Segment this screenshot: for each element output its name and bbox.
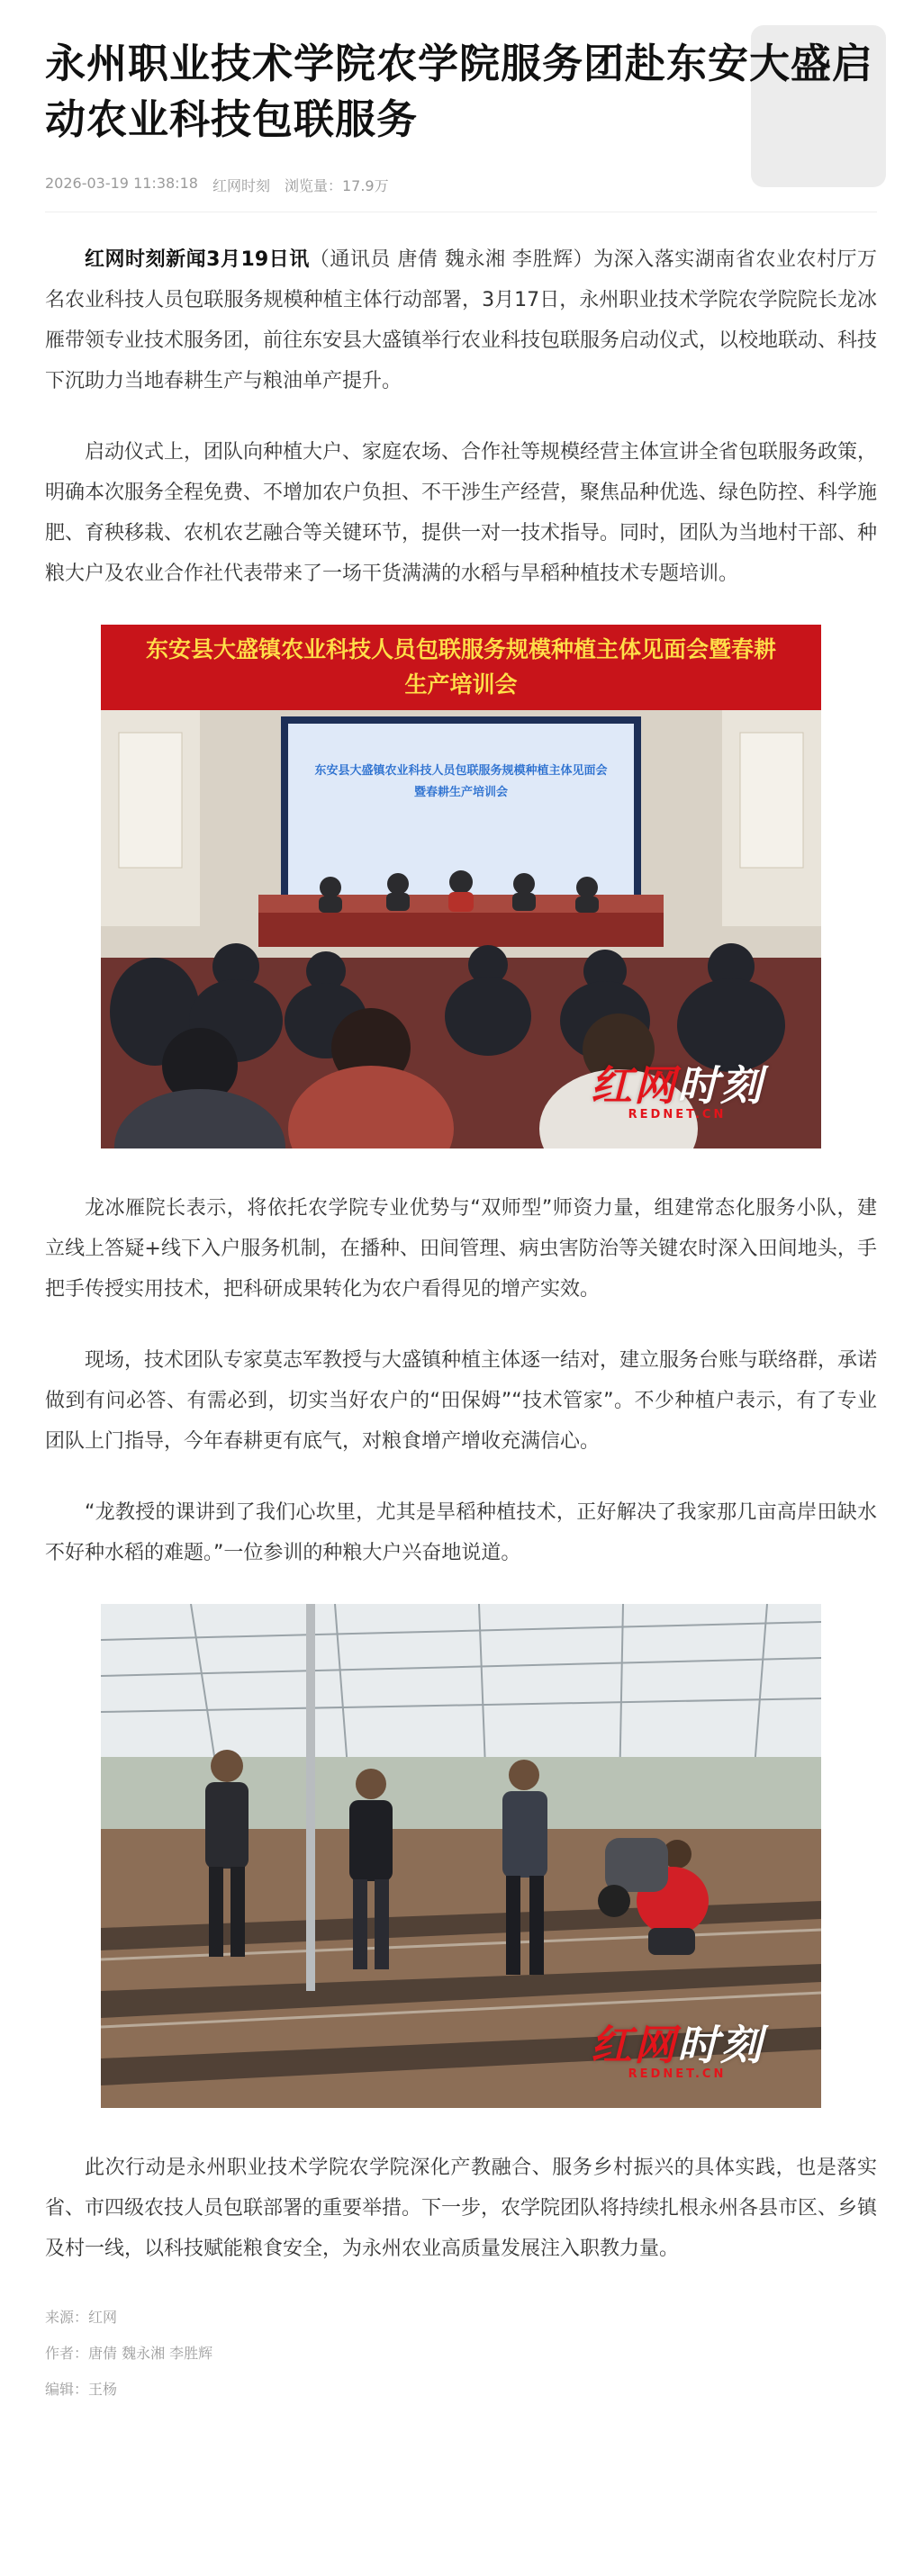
paragraph-5: “龙教授的课讲到了我们心坎里，尤其是旱稻种植技术，正好解决了我家那几亩高岸田缺水不好种水稻的难题。”一位参训的种粮大户兴奋地说道。 (45, 1501, 877, 1564)
article-footer (45, 2300, 877, 2408)
rednet-watermark-logo-2 (591, 2022, 764, 2081)
publish-datetime: 2026-03-19 11:38:18 (45, 175, 198, 192)
screen-text-line-1: 东安县大盛镇农业科技人员包联服务规模种植主体见面会 (314, 764, 608, 778)
article-meta (45, 175, 877, 195)
paragraph-1 (45, 239, 877, 401)
logo-text-white: 时刻 (677, 1061, 764, 1110)
rednet-watermark-logo (591, 1063, 764, 1121)
footer-source: 来源：红网 (45, 2309, 118, 2326)
article-title: 永州职业技术学院农学院服务团赴东安大盛启动农业科技包联服务 (45, 40, 874, 143)
logo-text-red-2: 红网 (591, 2021, 677, 2069)
banner-text-line-1: 东安县大盛镇农业科技人员包联服务规模种植主体见面会暨春耕 (145, 636, 777, 662)
footer-editor: 编辑：王杨 (45, 2381, 118, 2398)
screen-text-line-2: 暨春耕生产培训会 (413, 786, 509, 799)
view-count: 浏览量：17.9万 (284, 177, 389, 194)
paragraph-1-text: （通讯员 唐倩 魏永湘 李胜辉）为深入落实湖南省农业农村厅万名农业科技人员包联服务规模种植主体行动部署，3月17日，永州职业技术学院农学院院长龙冰雁带领专业技术服务团，前往东安县大盛镇举行农业科技包联服务启动仪式，以校地联动、科技下沉助力当地春耕生产与粮油单产提升。 (45, 248, 878, 392)
logo-text-red: 红网 (591, 1061, 677, 1110)
paragraph-6: 此次行动是永州职业技术学院农学院深化产教融合、服务乡村振兴的具体实践，也是落实省、市四级农技人员包联部署的重要举措。下一步，农学院团队将持续扎根永州各县市区、乡镇及村一线，以科技赋能粮食安全，为永州农业高质量发展注入职教力量。 (45, 2157, 878, 2260)
article-body (45, 239, 877, 2269)
news-dateline: 红网时刻新闻3月19日讯 (85, 248, 310, 271)
source-link[interactable]: 红网时刻 (212, 177, 270, 194)
meeting-photo[interactable] (101, 625, 821, 1148)
logo-text-white-2: 时刻 (677, 2021, 764, 2069)
paragraph-2: 启动仪式上，团队向种植大户、家庭农场、合作社等规模经营主体宣讲全省包联服务政策，明确本次服务全程免费、不增加农户负担、不干涉生产经营，聚焦品种优选、绿色防控、科学施肥、育秧移栽、农机农艺融合等关键环节，提供一对一技术指导。同时，团队为当地村干部、种粮大户及农业合作社代表带来了一场干货满满的水稻与旱稻种植技术专题培训。 (45, 441, 878, 585)
footer-author: 作者：唐倩 魏永湘 李胜辉 (45, 2345, 213, 2362)
paragraph-3: 龙冰雁院长表示，将依托农学院专业优势与“双师型”师资力量，组建常态化服务小队，建立线上答疑+线下入户服务机制，在播种、田间管理、病虫害防治等关键农时深入田间地头，手把手传授实用技术，把科研成果转化为农户看得见的增产实效。 (45, 1197, 877, 1301)
field-guidance-photo[interactable] (101, 1604, 821, 2108)
banner-text-line-2: 生产培训会 (404, 671, 518, 698)
logo-text-en-2: REDNET.CN (628, 2067, 727, 2081)
logo-text-en: REDNET.CN (628, 1108, 727, 1121)
paragraph-4: 现场，技术团队专家莫志军教授与大盛镇种植主体逐一结对，建立服务台账与联络群，承诺做到有问必答、有需必到，切实当好农户的“田保姆”“技术管家”。不少种植户表示，有了专业团队上门指导，今年春耕更有底气，对粮食增产增收充满信心。 (45, 1349, 878, 1453)
